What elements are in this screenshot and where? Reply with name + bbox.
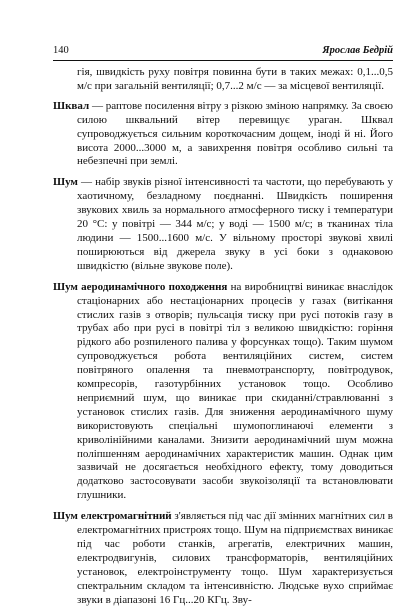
- entry-shum-electromagnetic: [53, 510, 393, 607]
- entry-term: Шум електромагнітний: [53, 510, 172, 523]
- running-head-author: Ярослав Бедрій: [322, 45, 393, 56]
- entry-shkval: [53, 100, 393, 170]
- dictionary-entries: [53, 66, 393, 615]
- entry-text: на виробництві виникає внаслідок стаціонарних або нестаціонарних процесів у газах (витікання стислих газів з отворів; пульсація тиску при русі потоків газу в трубах або при русі в повітрі тіл з великою швидкістю: горіння рідкого або розпиленого палива у форсунках тощо). Таким шумом супроводжується робота вентиляційних систем, систем повітряного опалення та пневмотранспорту, повітродувок, компресорів, газотурбінних установок тощо. Особливо неприємний шум, що виникає при скиданні/стравлюванні з установок стислих газів. Для зниження аеродинамічного шуму використовують спеціальні шумопоглинаючі елементи з криволінійними каналами. Знизити аеродинамічний шум можна поліпшенням аеродинамічних характеристик машин. Однак цим зазвичай не досягається необхідного ефекту, тому доводиться додатково застосовувати засоби звукоізоляції та встановлювати глушники.: [77, 280, 393, 502]
- entry-text: з'являється під час дії змінних магнітних сил в електромагнітних пристроях тощо. Шум на підприємствах виникає під час роботи станків, агрегатів, електричних машин, електродвигунів, силових трансформаторів, вентиляційних установок, електроінструменту тощо. Шум характеризується спектральним складом та інтенсивністю. Людське вухо сприймає звуки в діапазоні 16 Гц...20 КГц. Зву-: [77, 510, 394, 606]
- entry-shum-aerodynamic: [53, 281, 393, 504]
- entry-text: гія, швидкість руху повітря повинна бути в таких межах: 0,1...0,5 м/с при загальній вентиляції; 0,7...2 м/с — за місцевої вентиляції.: [77, 66, 393, 92]
- entry-term: Шквал: [53, 99, 90, 112]
- entry-shum: [53, 176, 393, 273]
- entry-text: — раптове посилення вітру з різкою зміною напрямку. За своєю силою шквальний вітер перевищує ураган. Шквал супроводжується сильним короткочасним дощем, іноді й ні. Його висота 2000...3000 м, а завихрення повітря особливо сильні та небезпечні при землі.: [77, 99, 393, 168]
- entry-continuation: [53, 66, 393, 94]
- entry-text: — набір звуків різної інтенсивності та частоти, що перебувають у хаотичному, безладному поєднанні. Швидкість поширення звукових хвиль за нормального атмосферного тиску і температури 20 °С: у повітрі — 344 м/с; у воді — 1500 м/с; в тканинах тіла людини — 1500...1600 м/с. У вільному просторі звукові хвилі поширюються від джерела звуку в усі боки з однаковою швидкістю (вільне звукове поле).: [77, 176, 393, 272]
- page-number: 140: [53, 45, 69, 56]
- header-rule: [53, 60, 393, 61]
- page-header: [53, 44, 393, 58]
- entry-term: Шум аеродинамічного походження: [53, 280, 228, 293]
- entry-term: Шум: [53, 176, 78, 189]
